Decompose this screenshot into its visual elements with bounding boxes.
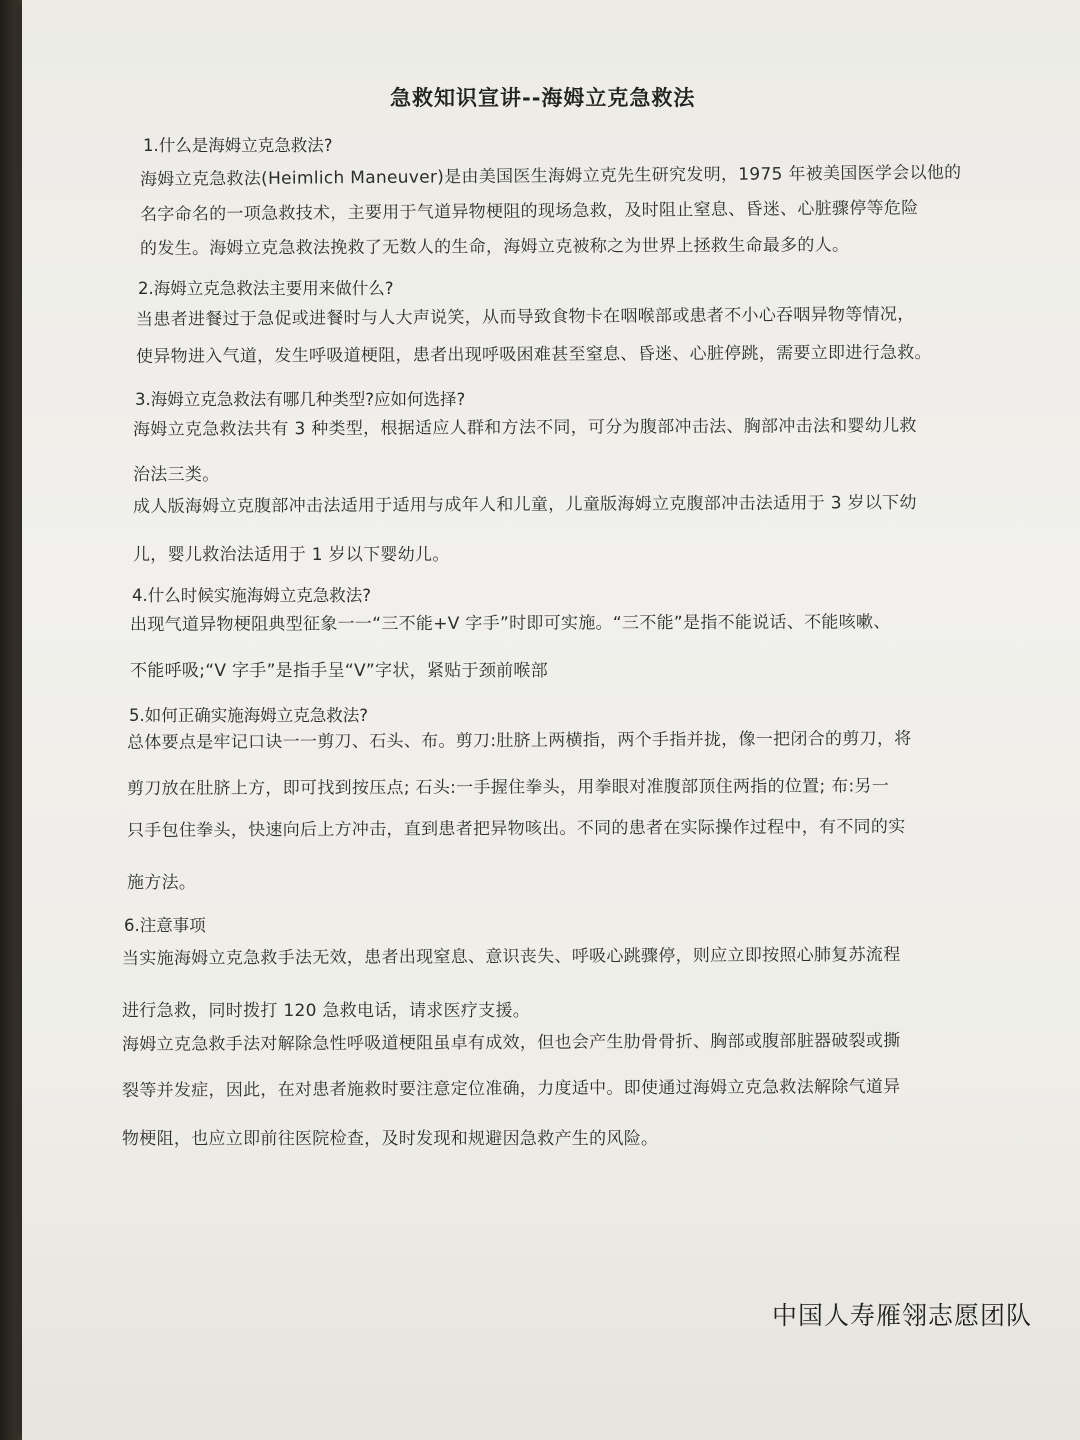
section-6-heading: 6.注意事项 bbox=[124, 916, 206, 935]
section-3-heading: 3.海姆立克急救法有哪几种类型?应如何选择? bbox=[135, 390, 466, 409]
document-page bbox=[22, 0, 1080, 1440]
section-3-line-4: 儿，婴儿救治法适用于 1 岁以下婴幼儿。 bbox=[133, 545, 450, 565]
section-5-line-2: 剪刀放在肚脐上方，即可找到按压点; 石头:一手握住拳头，用拳眼对准腹部顶住两指的位置; 布:另一 bbox=[126, 776, 890, 799]
section-1-heading: 1.什么是海姆立克急救法? bbox=[143, 136, 333, 155]
section-4-line-1: 出现气道异物梗阻典型征象一一“三不能+V 字手”时即可实施。“三不能”是指不能说话、不能咳嗽、 bbox=[129, 612, 891, 635]
section-6-line-3: 海姆立克急救手法对解除急性呼吸道梗阻虽卓有成效，但也会产生肋骨骨折、胸部或腹部脏器破裂或撕 bbox=[121, 1030, 901, 1055]
section-4-line-2: 不能呼吸;“V 字手”是指手呈“V”字状，紧贴于颈前喉部 bbox=[130, 661, 549, 681]
section-5-line-1: 总体要点是牢记口诀一一剪刀、石头、布。剪刀:肚脐上两横指，两个手指并拢，像一把闭合的剪刀，将 bbox=[126, 728, 912, 753]
section-2-line-1: 当患者进餐过于急促或进餐时与人大声说笑，从而导致食物卡在咽喉部或患者不小心吞咽异物等情况， bbox=[135, 304, 915, 330]
signature-team-name: 中国人寿雁翎志愿团队 bbox=[772, 1301, 1033, 1330]
paper-sheet bbox=[22, 0, 1080, 1440]
section-6-line-2: 进行急救，同时拨打 120 急救电话，请求医疗支援。 bbox=[122, 1001, 531, 1021]
section-1-line-1: 海姆立克急救法(Heimlich Maneuver)是由美国医生海姆立克先生研究发明，1975 年被美国医学会以他的 bbox=[139, 162, 962, 190]
section-6-line-1: 当实施海姆立克急救手法无效，患者出现窒息、意识丧失、呼吸心跳骤停，则应立即按照心肺复苏流程 bbox=[121, 944, 901, 969]
document-title: 急救知识宣讲--海姆立克急救法 bbox=[390, 86, 696, 110]
section-1-line-2: 名字命名的一项急救技术，主要用于气道异物梗阻的现场急救，及时阻止窒息、昏迷、心脏骤停等危险 bbox=[139, 198, 919, 225]
section-2-heading: 2.海姆立克急救法主要用来做什么? bbox=[138, 279, 394, 298]
section-3-line-3: 成人版海姆立克腹部冲击法适用于适用与成年人和儿童，儿童版海姆立克腹部冲击法适用于 3 岁以下幼 bbox=[132, 492, 917, 517]
section-2-line-2: 使异物进入气道，发生呼吸道梗阻，患者出现呼吸困难甚至窒息、昏迷、心脏停跳，需要立即进行急救。 bbox=[135, 342, 932, 367]
section-3-line-1: 海姆立克急救法共有 3 种类型，根据适应人群和方法不同，可分为腹部冲击法、胸部冲击法和婴幼儿救 bbox=[132, 415, 917, 440]
section-1-line-3: 的发生。海姆立克急救法挽救了无数人的生命，海姆立克被称之为世界上拯救生命最多的人。 bbox=[139, 235, 850, 259]
section-5-line-3: 只手包住拳头，快速向后上方冲击，直到患者把异物咳出。不同的患者在实际操作过程中，有不同的实 bbox=[126, 816, 906, 841]
section-5-heading: 5.如何正确实施海姆立克急救法? bbox=[129, 706, 369, 725]
section-6-line-5: 物梗阻，也应立即前往医院检查，及时发现和规避因急救产生的风险。 bbox=[122, 1129, 659, 1149]
section-4-heading: 4.什么时候实施海姆立克急救法? bbox=[132, 586, 372, 605]
section-6-line-4: 裂等并发症，因此，在对患者施救时要注意定位准确，力度适中。即使通过海姆立克急救法解除气道异 bbox=[121, 1076, 901, 1101]
section-3-line-2: 治法三类。 bbox=[133, 465, 220, 485]
section-5-line-4: 施方法。 bbox=[127, 873, 197, 893]
